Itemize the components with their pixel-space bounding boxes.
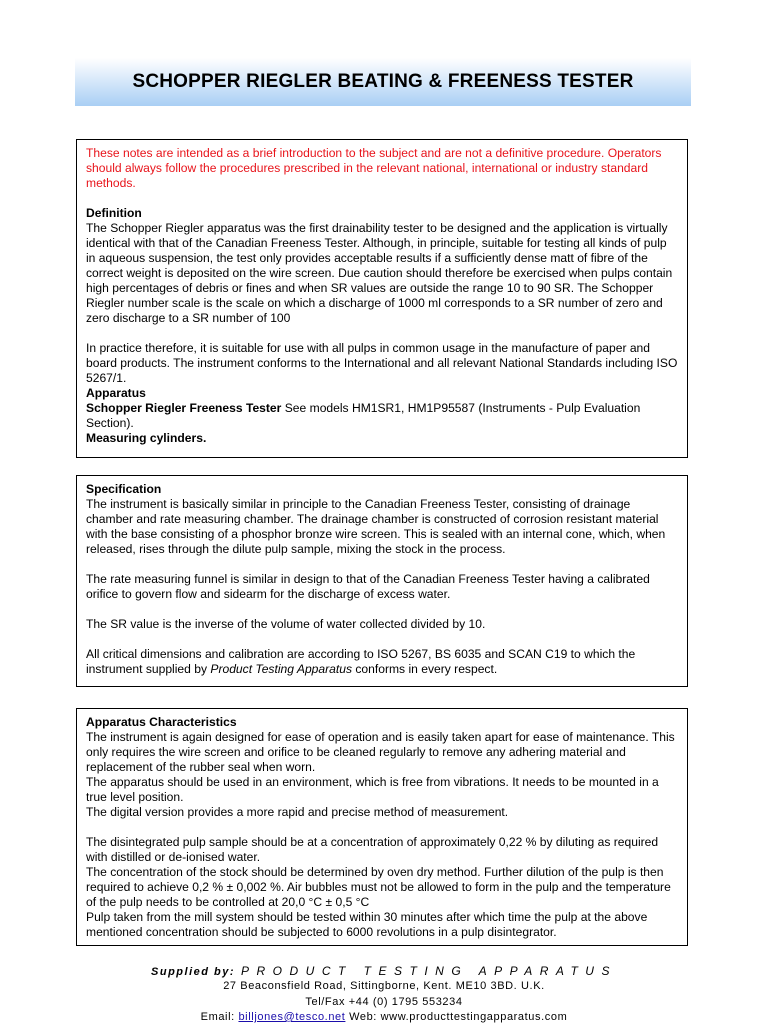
- web-text: Web: www.producttestingapparatus.com: [345, 1011, 568, 1023]
- page-title: SCHOPPER RIEGLER BEATING & FREENESS TESTER: [132, 71, 634, 92]
- apparatus-item: [86, 401, 679, 431]
- spec-paragraph-4: [86, 647, 679, 677]
- char-paragraph-2: The apparatus should be used in an environment, which is free from vibrations. It needs to be mounted in a true level position.: [86, 775, 659, 804]
- characteristics-box: [76, 708, 688, 946]
- definition-text: The Schopper Riegler apparatus was the first drainability tester to be designed and the application is virtually identical with that of the Canadian Freeness Tester. Although, in principle, suitable for testing all kinds of pulp in aqueous suspension, the test only provides acceptable results if a sufficiently dense matt of fibre of the correct weight is deposited on the wire screen. Due caution should therefore be exercised when pulps contain high percentages of debris or fines and when SR values are outside the range 10 to 90 SR. The Schopper Riegler number scale is the scale on which a discharge of 1000 ml corresponds to a SR number of zero and zero discharge to a SR number of 100: [86, 221, 673, 325]
- company-name: PRODUCT TESTING APPARATUS: [241, 964, 617, 978]
- characteristics-heading: Apparatus Characteristics: [86, 715, 237, 729]
- spec-p4-after: conforms in every respect.: [352, 662, 498, 676]
- title-banner: [75, 58, 691, 106]
- spec-paragraph-1: The instrument is basically similar in principle to the Canadian Freeness Tester, consisting of drainage chamber and rate measuring chamber. The drainage chamber is constructed of corrosion resistant material with the base consisting of a phosphor bronze wire screen. This is sealed with an internal cone, which, when released, rises through the dilute pulp sample, mixing the stock in the process.: [86, 497, 666, 556]
- supplied-by-label: Supplied by:: [151, 966, 236, 978]
- char-paragraph-3: The digital version provides a more rapid and precise method of measurement.: [86, 805, 509, 819]
- footer-contact: [0, 1009, 768, 1025]
- company-name-italic: Product Testing Apparatus: [210, 662, 353, 676]
- char-paragraph-6: Pulp taken from the mill system should be tested within 30 minutes after which time the pulp at the above mentioned concentration should be subjected to 6000 revolutions in a pulp disintegrator.: [86, 910, 648, 939]
- char-paragraph-1: The instrument is again designed for ease of operation and is easily taken apart for ease of maintenance. This only requires the wire screen and orifice to be cleaned regularly to remove any adhering material and replacement of the rubber seal when worn.: [86, 730, 675, 774]
- notice-text: These notes are intended as a brief introduction to the subject and are not a definitive procedure. Operators should always follow the procedures prescribed in the relevant national, international or industry standard methods.: [86, 146, 662, 190]
- char-paragraph-5: The concentration of the stock should be determined by oven dry method. Further dilution of the pulp is then required to achieve 0,2 % ± 0,002 %. Air bubbles must not be allowed to form in the pulp and the temperature of the pulp needs to be controlled at 20,0 °C ± 0,5 °C: [86, 865, 671, 909]
- email-link[interactable]: billjones@tesco.net: [238, 1011, 346, 1023]
- apparatus-item-text: See models HM1SR1, HM1P95587 (Instruments - Pulp Evaluation Section).: [86, 401, 641, 430]
- specification-heading: Specification: [86, 482, 162, 496]
- spec-paragraph-3: The SR value is the inverse of the volume of water collected divided by 10.: [86, 617, 486, 631]
- specification-box: [76, 475, 688, 687]
- intro-box: [76, 139, 688, 458]
- spec-paragraph-2: The rate measuring funnel is similar in design to that of the Canadian Freeness Tester having a calibrated orifice to govern flow and sidearm for the discharge of excess water.: [86, 572, 650, 601]
- char-paragraph-4: The disintegrated pulp sample should be at a concentration of approximately 0,22 % by diluting as required with distilled or de-ionised water.: [86, 835, 659, 864]
- measuring-cylinders: Measuring cylinders.: [86, 431, 207, 445]
- footer-address: 27 Beaconsfield Road, Sittingborne, Kent. ME10 3BD. U.K.: [223, 980, 545, 992]
- apparatus-heading: Apparatus: [86, 386, 146, 400]
- apparatus-item-name: Schopper Riegler Freeness Tester: [86, 401, 282, 415]
- footer-telfax: Tel/Fax +44 (0) 1795 553234: [305, 996, 463, 1008]
- email-label: Email:: [200, 1011, 239, 1023]
- definition-heading: Definition: [86, 206, 142, 220]
- spec-p4-before: All critical dimensions and calibration are according to ISO 5267, BS 6035 and SCAN C19 to which the instrument supplied by: [86, 647, 636, 676]
- practice-text: In practice therefore, it is suitable for use with all pulps in common usage in the manufacture of paper and board products. The instrument conforms to the International and all relevant National Standards including ISO 5267/1.: [86, 341, 678, 385]
